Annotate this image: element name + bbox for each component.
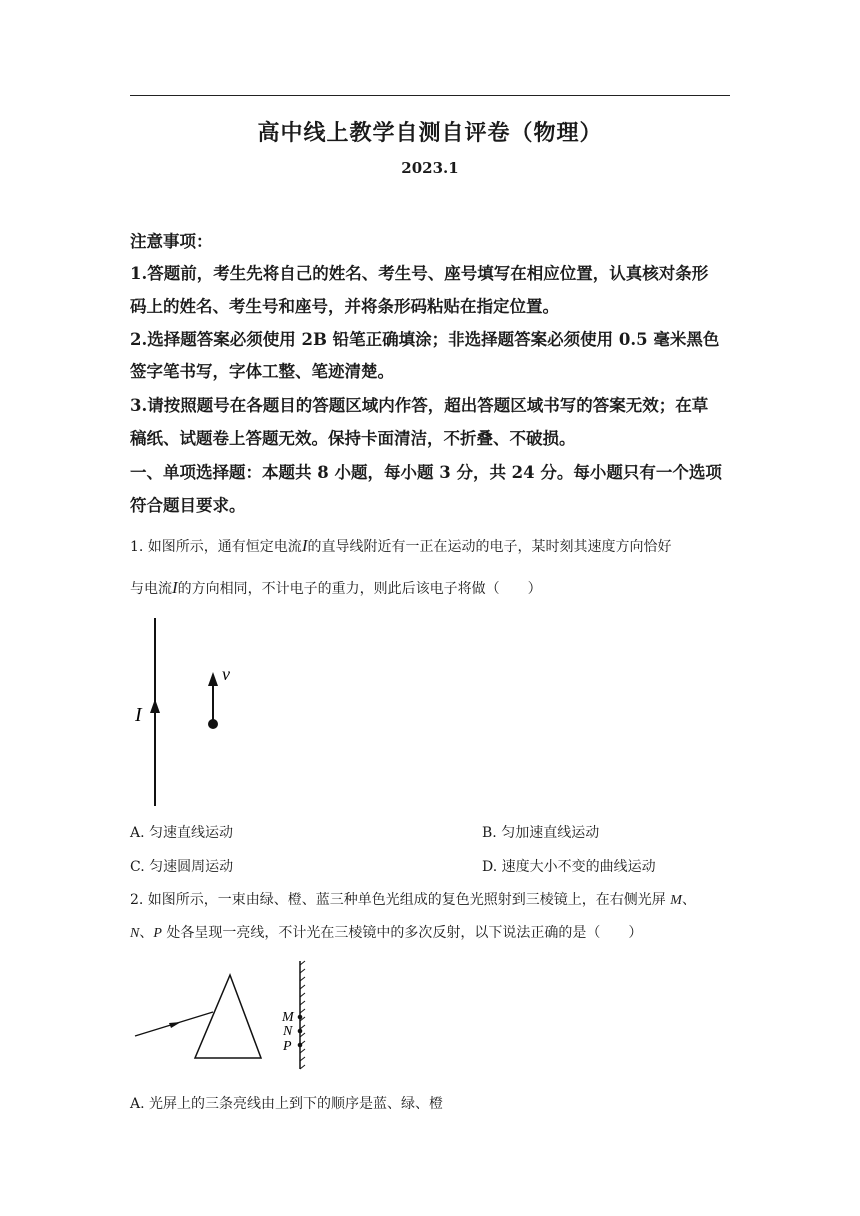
q2-figure	[125, 955, 325, 1075]
q1-text-d: 的方向相同，不计电子的重力，则此后该电子将做（ ）	[177, 581, 542, 597]
q2-sep-2: 、	[139, 925, 154, 941]
q1-var-i: I	[301, 536, 308, 555]
q1-text-b: 的直导线附近有一正在运动的电子，某时刻其速度方向恰好	[307, 539, 672, 555]
page-title: 高中线上教学自测自评卷（物理）	[257, 120, 603, 146]
q2-var-m: M	[670, 893, 682, 908]
q2-point-p-dot	[298, 1043, 303, 1048]
q2-var-p: P	[153, 926, 162, 941]
q1-current-arrow-icon	[150, 699, 160, 713]
q2-sep-1: 、	[681, 892, 696, 908]
q1-option-d[interactable]: D. 速度大小不变的曲线运动	[482, 859, 656, 875]
notice-item-3-line-1: 3.请按照题号在各题目的答题区域内作答，超出答题区域书写的答案无效；在草	[130, 396, 709, 415]
q2-stem-line-2	[130, 922, 642, 942]
q2-stem-line-1	[130, 889, 696, 909]
q2-text-a: 2. 如图所示，一束由绿、橙、蓝三种单色光组成的复色光照射到三棱镜上，在右侧光屏	[130, 892, 671, 908]
exam-date: 2023.1	[401, 159, 459, 177]
q2-var-n: N	[130, 926, 140, 941]
q2-label-p: P	[283, 1039, 292, 1054]
q2-text-b: 处各呈现一亮线，不计光在三棱镜中的多次反射，以下说法正确的是（ ）	[161, 925, 643, 941]
q2-ray-arrow-icon	[169, 1022, 181, 1028]
q1-text-a: 1. 如图所示，通有恒定电流	[130, 539, 302, 555]
notice-item-3-line-2: 稿纸、试题卷上答题无效。保持卡面清洁，不折叠、不破损。	[130, 429, 576, 448]
notice-item-1-line-2: 码上的姓名、考生号和座号，并将条形码粘贴在指定位置。	[130, 297, 559, 316]
q1-var-i-2: I	[172, 578, 178, 597]
q1-stem-line-1	[130, 536, 671, 556]
q2-option-a[interactable]: A. 光屏上的三条亮线由上到下的顺序是蓝、绿、橙	[130, 1096, 444, 1112]
q1-figure	[120, 610, 260, 815]
section-1-heading-line-2: 符合题目要求。	[130, 496, 246, 515]
notice-item-2-line-2: 签字笔书写，字体工整、笔迹清楚。	[130, 362, 394, 381]
q2-prism	[195, 975, 261, 1058]
header-rule	[130, 95, 730, 96]
q1-electron-dot	[208, 719, 218, 729]
q2-label-m: M	[282, 1010, 294, 1025]
q1-option-a[interactable]: A. 匀速直线运动	[130, 825, 234, 841]
q1-label-velocity: v	[222, 664, 230, 684]
q2-label-n: N	[283, 1024, 293, 1039]
q1-velocity-arrow-icon	[208, 672, 218, 686]
q1-option-c[interactable]: C. 匀速圆周运动	[130, 859, 234, 875]
section-1-heading-line-1: 一、单项选择题：本题共 8 小题，每小题 3 分，共 24 分。每小题只有一个选项	[130, 463, 722, 482]
notice-item-2-line-1: 2.选择题答案必须使用 2B 铅笔正确填涂；非选择题答案必须使用 0.5 毫米黑色	[130, 330, 720, 349]
q2-point-n-dot	[298, 1029, 303, 1034]
q1-text-c: 与电流	[130, 581, 172, 597]
q1-option-b[interactable]: B. 匀加速直线运动	[482, 825, 600, 841]
notice-item-1-line-1: 1.答题前，考生先将自己的姓名、考生号、座号填写在相应位置，认真核对条形	[130, 264, 709, 283]
q1-stem-line-2	[130, 578, 542, 598]
q2-point-m-dot	[298, 1015, 303, 1020]
q1-label-current: I	[135, 704, 142, 726]
notice-heading: 注意事项：	[130, 232, 213, 251]
